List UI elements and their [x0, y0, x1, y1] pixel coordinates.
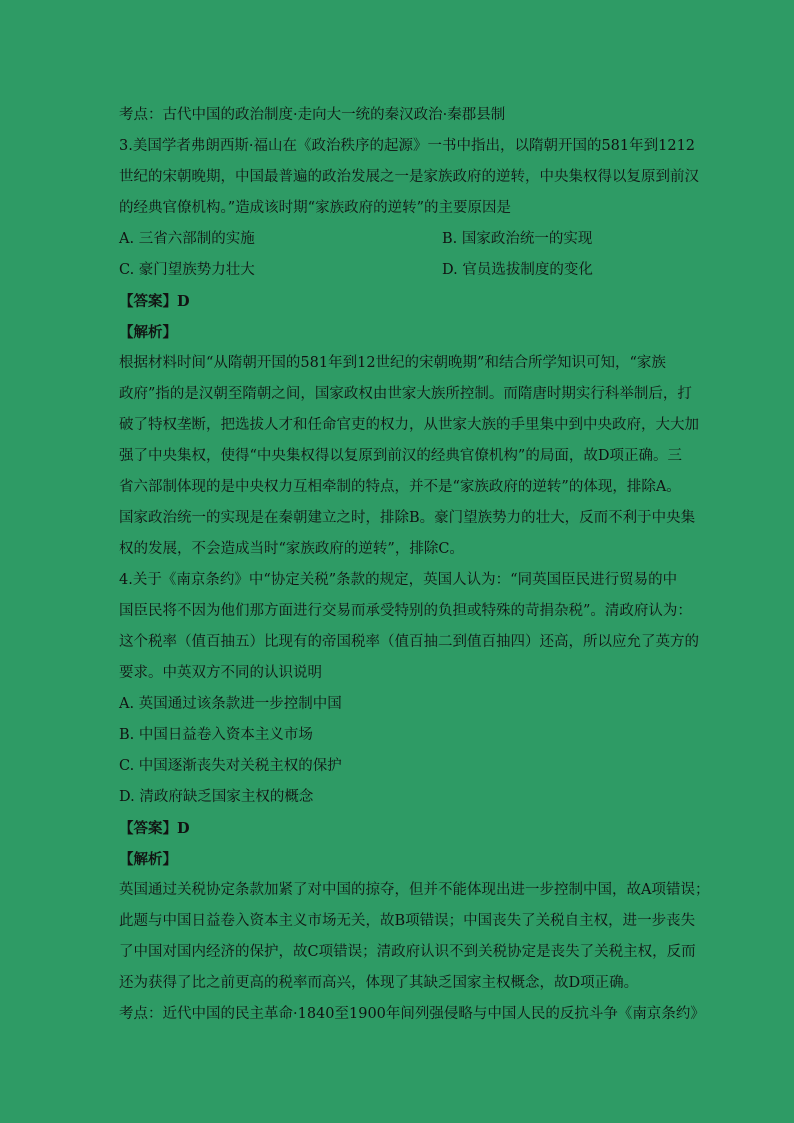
question-4-stem-line: 国臣民将不因为他们那方面进行交易而承受特别的负担或特殊的苛捐杂税”。清政府认为：: [119, 603, 692, 619]
question-3-options-row-2: [119, 255, 679, 286]
question-4-analysis-line: 此题与中国日益卷入资本主义市场无关，故B项错误；中国丧失了关税自主权，进一步丧失: [119, 913, 696, 929]
question-3-option-c: C. 豪门望族势力壮大: [119, 262, 255, 278]
document-content: [119, 100, 710, 1030]
question-4-stem-line: 要求。中英双方不同的认识说明: [119, 665, 322, 681]
question-3-option-d: D. 官员选拔制度的变化: [442, 262, 593, 278]
question-3-analysis-line: 政府”指的是汉朝至隋朝之间，国家政权由世家大族所控制。而隋唐时期实行科举制后，打: [119, 386, 692, 402]
question-4-option-b: B. 中国日益卷入资本主义市场: [119, 727, 313, 743]
question-3-analysis-label: 【解析】: [119, 324, 177, 341]
question-3-analysis-line: 破了特权垄断，把选拔人才和任命官吏的权力，从世家大族的手里集中到中央政府，大大加: [119, 417, 699, 433]
question-4-analysis-line: 还为获得了比之前更高的税率而高兴，体现了其缺乏国家主权概念，故D项正确。: [119, 975, 639, 991]
question-3: [119, 131, 699, 565]
question-4-analysis-line: 英国通过关税协定条款加紧了对中国的掠夺，但并不能体现出进一步控制中国，故A项错误；: [119, 882, 710, 898]
question-3-analysis-line: 根据材料时间“从隋朝开国的581年到12世纪的宋朝晚期”和结合所学知识可知，“家族: [119, 355, 666, 371]
question-3-option-b: B. 国家政治统一的实现: [442, 231, 593, 247]
question-3-stem-line: 3.美国学者弗朗西斯·福山在《政治秩序的起源》一书中指出，以隋朝开国的581年到1212: [119, 138, 696, 154]
question-4-stem-line: 4.关于《南京条约》中“协定关税”条款的规定，英国人认为：“同英国臣民进行贸易的中: [119, 572, 678, 588]
question-4-option-c: C. 中国逐渐丧失对关税主权的保护: [119, 758, 342, 774]
question-3-analysis-line: 省六部制体现的是中央权力互相牵制的特点，并不是“家族政府的逆转”的体现，排除A。: [119, 479, 681, 495]
question-3-options-row-1: [119, 224, 679, 255]
question-3-stem-line: 世纪的宋朝晚期，中国最普遍的政治发展之一是家族政府的逆转，中央集权得以复原到前汉: [119, 169, 699, 185]
top-exam-point-note: 考点：古代中国的政治制度·走向大一统的秦汉政治·秦郡县制: [119, 107, 506, 123]
question-3-stem-line: 的经典官僚机构。”造成该时期“家族政府的逆转”的主要原因是: [119, 200, 511, 216]
question-3-option-a: A. 三省六部制的实施: [119, 231, 255, 247]
question-4-stem-line: 这个税率（值百抽五）比现有的帝国税率（值百抽二到值百抽四）还高，所以应允了英方的: [119, 634, 699, 650]
question-4-analysis-line: 了中国对国内经济的保护，故C项错误；清政府认识不到关税协定是丧失了关税主权，反而: [119, 944, 696, 960]
question-4-answer: 【答案】D: [119, 820, 190, 837]
question-4-exam-point-note: 考点：近代中国的民主革命·1840至1900年间列强侵略与中国人民的反抗斗争《南京条约》: [119, 1006, 705, 1022]
question-4-analysis-label: 【解析】: [119, 851, 177, 868]
question-4: [119, 565, 710, 1030]
question-3-analysis-line: 权的发展，不会造成当时“家族政府的逆转”，排除C。: [119, 541, 464, 557]
question-3-answer: 【答案】D: [119, 293, 190, 310]
question-3-analysis-line: 强了中央集权，使得“中央集权得以复原到前汉的经典官僚机构”的局面，故D项正确。三: [119, 448, 682, 464]
question-3-analysis-line: 国家政治统一的实现是在秦朝建立之时，排除B。豪门望族势力的壮大，反而不利于中央集: [119, 510, 696, 526]
question-4-option-d: D. 清政府缺乏国家主权的概念: [119, 789, 314, 805]
question-4-option-a: A. 英国通过该条款进一步控制中国: [119, 696, 342, 712]
